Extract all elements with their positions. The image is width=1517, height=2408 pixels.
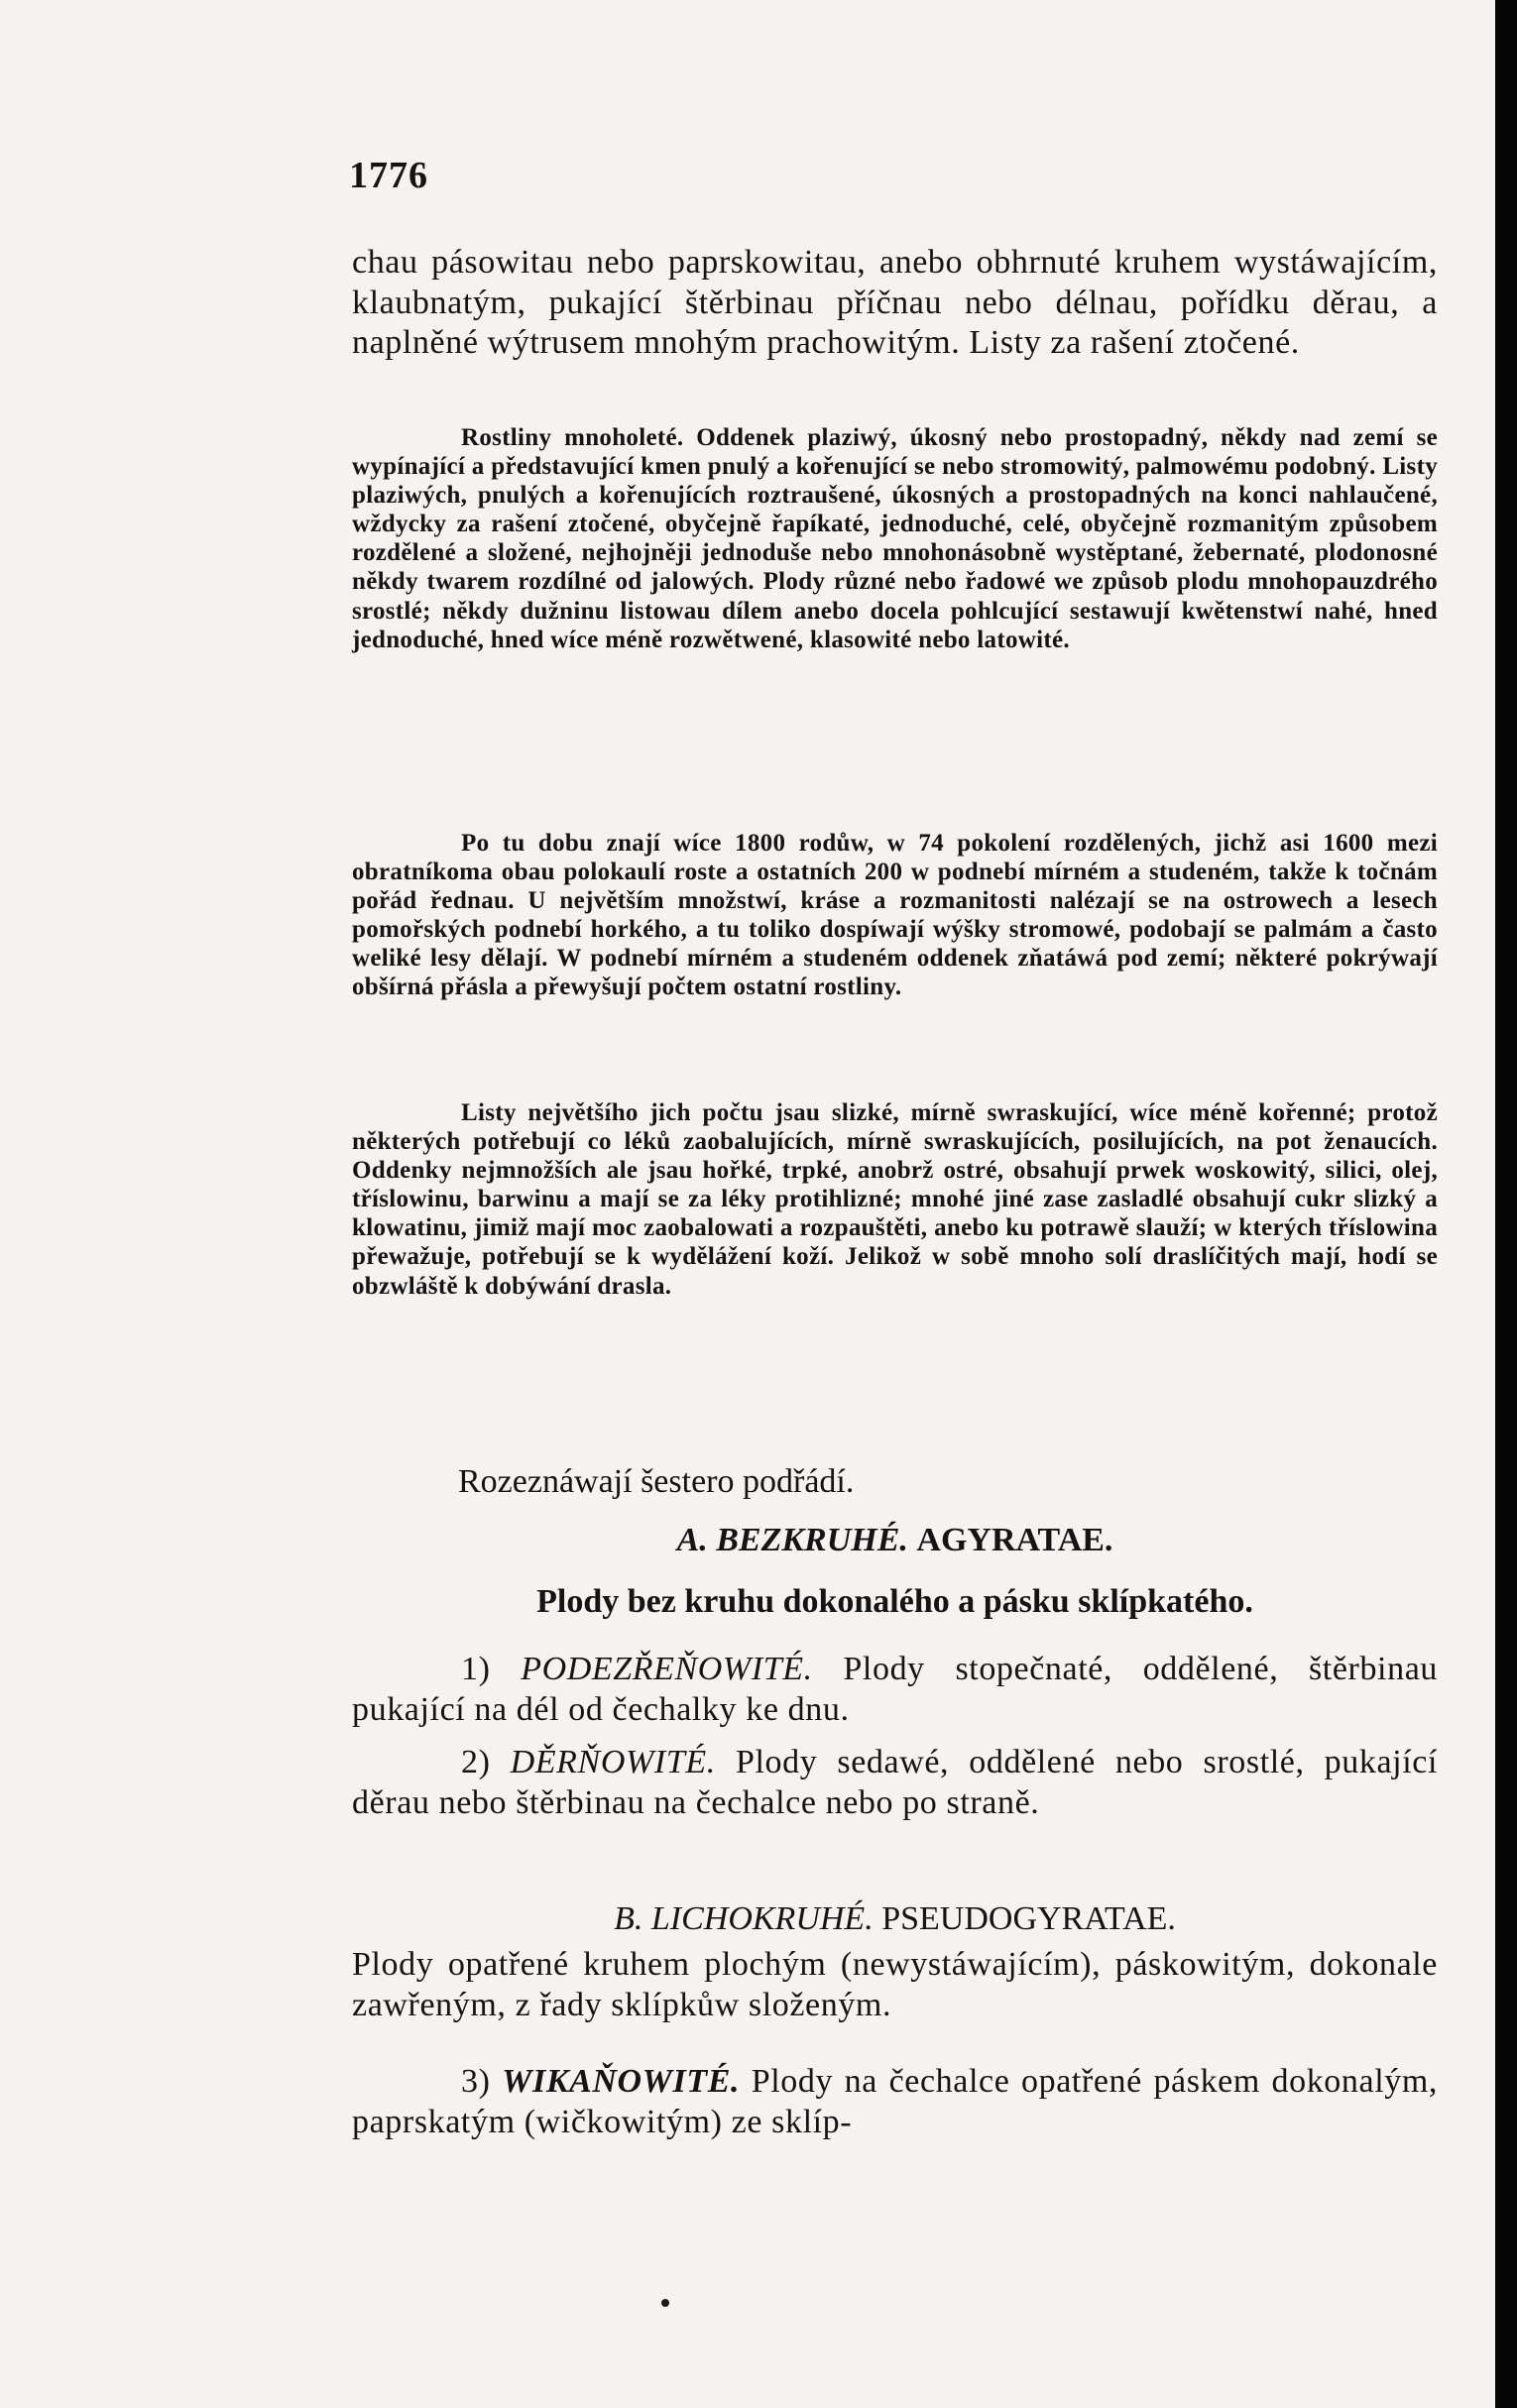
item-3-wikanowite bbox=[352, 2062, 1438, 2142]
section-a-description: Plody bez kruhu dokonalého a pásku sklípkatého. bbox=[536, 1583, 1253, 1620]
paragraph-continuation: chau pásowitau nebo paprskowitau, anebo obhrnuté kruhem wystáwajícím, klaubnatým, pukající štěrbinau příčnau nebo délnau, pořídku děrau, a naplněné wýtrusem mnohým prachowitým. Listy za rašení ztočené. bbox=[352, 244, 1438, 361]
section-a-heading bbox=[352, 1521, 1438, 1560]
section-b-czech: B. LICHOKRUHÉ. bbox=[614, 1900, 874, 1937]
item-3-text: Plody na čechalce opatřené páskem dokonalým, paprskatým (wičkowitým) ze sklíp- bbox=[352, 2063, 1438, 2140]
item-1-number: 1) bbox=[461, 1651, 491, 1687]
item-1-name: PODEZŘEŇOWITÉ. bbox=[521, 1651, 813, 1687]
section-b-description: Plody opatřené kruhem plochým (newystáwajícím), páskowitým, dokonale zawřeným, z řady sklípkůw složeným. bbox=[352, 1946, 1438, 2023]
section-b-heading bbox=[352, 1899, 1438, 1939]
item-3-number: 3) bbox=[461, 2063, 491, 2100]
divisions-heading: Rozeznáwají šestero podřádí. bbox=[458, 1463, 855, 1500]
section-a-latin: AGYRATAE. bbox=[916, 1522, 1113, 1558]
item-2-name: DĚRŇOWITÉ. bbox=[510, 1744, 716, 1780]
ink-dot bbox=[661, 2299, 669, 2307]
page-number: 1776 bbox=[349, 155, 428, 196]
item-1-podezrenowite bbox=[352, 1650, 1438, 1730]
section-a-czech: A. BEZKRUHÉ. bbox=[676, 1522, 908, 1558]
item-2-number: 2) bbox=[461, 1744, 491, 1780]
scan-border bbox=[1495, 0, 1517, 2408]
item-2-text: Plody sedawé, oddělené nebo srostlé, pukající děrau nebo štěrbinau na čechalce nebo po straně. bbox=[352, 1744, 1439, 1821]
paragraph-uses: Listy největšího jich počtu jsau slizké, mírně swraskující, wíce méně kořenné; protož některých potřebují co léků zaobalujících, mírně swraskujících, posilujících, na pot ženaucích. Oddenky nejmnožších ale jsau hořké, trpké, anobrž ostré, obsahují prwek woskowitý, silici, olej, tříslowinu, barwinu a mají se za léky protihlizné; mnohé jiné zase zasladlé obsahují cukr slizký a klowatinu, jimiž mají moc zaobalowati a rozpauštěti, anebo ku potrawě slauží; w kterých tříslowina přewažuje, potřebují se k wydělážení koží. Jelikož w sobě mnoho solí draslíčitých mají, hodí se obzwláště k dobýwání drasla. bbox=[352, 1099, 1438, 1300]
item-3-name: WIKAŇOWITÉ. bbox=[502, 2063, 741, 2100]
section-b-latin: PSEUDOGYRATAE. bbox=[881, 1900, 1176, 1937]
paragraph-distribution: Po tu dobu znají wíce 1800 rodůw, w 74 pokolení rozdělených, jichž asi 1600 mezi obratníkoma obau polokaulí roste a ostatních 200 w podnebí mírném a studeném, takže k točnám pořád řednau. U největším množstwí, kráse a rozmanitosti nalézají se na ostrowech a lesech pomořských podnebí horkého, a tu toliko dospíwají wýšky stromowé, podobají se palmám a často weliké lesy dělají. W podnebí mírném a studeném oddenek zňatáwá pod zemí; některé pokrýwají obšírná přásla a přewyšují počtem ostatní rostliny. bbox=[352, 830, 1438, 1001]
item-1-text: Plody stopečnaté, oddělené, štěrbinau pukající na dél od čechalky ke dnu. bbox=[352, 1651, 1438, 1728]
item-2-dernowite bbox=[352, 1743, 1438, 1823]
paragraph-description: Rostliny mnoholeté. Oddenek plaziwý, úkosný nebo prostopadný, někdy nad zemí se wypínající a představující kmen pnulý a kořenující se nebo stromowitý, palmowému podobný. Listy plaziwých, pnulých a kořenujících roztraušené, úkosných a prostopadných na konci nahlaučené, wždycky za rašení ztočené, obyčejně řapíkaté, jednoduché, celé, obyčejně rozmanitým způsobem rozdělené a složené, nejhojněji jednoduše nebo mnohonásobně wystěptané, žebernaté, plodonosné někdy twarem rozdílné od jalowých. Plody různé nebo řadowé we způsob plodu mnohopauzdrého srostlé; někdy dužninu listowau dílem anebo docela pohlcující sestawují kwětenstwí nahé, hned jednoduché, hned wíce méně rozwětwené, klasowité nebo latowité. bbox=[352, 424, 1438, 653]
